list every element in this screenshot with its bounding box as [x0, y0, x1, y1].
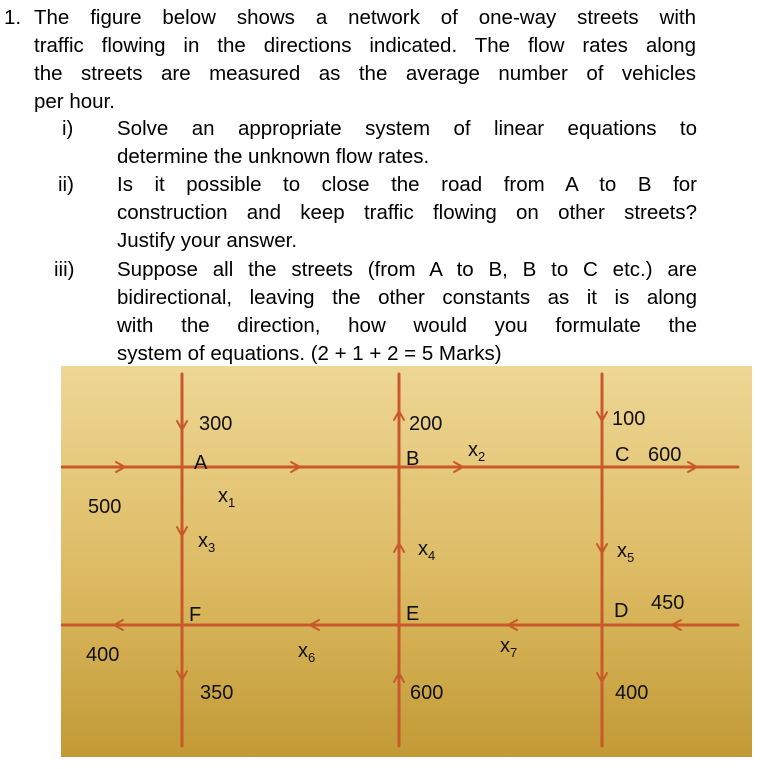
- part-numeral-i: i): [62, 117, 74, 140]
- unknown-x1: $x_1$: [218, 485, 236, 510]
- part-iii-line: system of equations. (2 + 1 + 2 = 5 Marks): [117, 342, 502, 365]
- part-ii-line: Justify your answer.: [117, 229, 298, 252]
- flow-top-B: 200: [409, 413, 443, 435]
- unknown-x4: $x_4$: [418, 538, 436, 563]
- part-ii-line: construction and keep traffic flowing on other streets?: [117, 201, 697, 224]
- flow-top-C: 100: [612, 408, 646, 430]
- part-numeral-ii: ii): [58, 173, 74, 196]
- flow-bottom-D: 400: [615, 682, 649, 704]
- part-ii-line: Is it possible to close the road from A to B for: [117, 173, 697, 196]
- intro-line: per hour.: [34, 90, 115, 113]
- node-E: E: [406, 603, 420, 625]
- node-C: C: [615, 444, 630, 466]
- part-i-line: determine the unknown flow rates.: [117, 145, 430, 168]
- intro-line: traffic flowing in the directions indicated. The flow rates along: [34, 34, 696, 57]
- part-iii-line: with the direction, how would you formulate the: [117, 314, 697, 337]
- intro-line: The figure below shows a network of one-way streets with: [34, 6, 696, 29]
- flow-bottom-E: 600: [410, 682, 444, 704]
- flow-left-bottom: 400: [86, 644, 120, 666]
- street-network-figure: [61, 366, 752, 757]
- unknown-x3: $x_3$: [198, 530, 216, 555]
- unknown-x5: $x_5$: [617, 540, 635, 565]
- part-iii-line: Suppose all the streets (from A to B, B to C etc.) are: [117, 258, 697, 281]
- part-numeral-iii: iii): [54, 258, 75, 281]
- unknown-x7: $x_7$: [500, 635, 518, 660]
- part-iii-line: bidirectional, leaving the other constants as it is along: [117, 286, 697, 309]
- unknown-x2: $x_2$: [468, 439, 486, 464]
- flow-left-top: 500: [88, 496, 122, 518]
- flow-top-A: 300: [199, 413, 233, 435]
- flow-right-D: 450: [651, 592, 685, 614]
- node-F: F: [189, 604, 202, 626]
- node-D: D: [614, 600, 629, 622]
- flow-bottom-F: 350: [200, 682, 234, 704]
- part-i-line: Solve an appropriate system of linear equations to: [117, 117, 697, 140]
- node-A: A: [194, 452, 208, 474]
- node-B: B: [406, 448, 420, 470]
- question-number: 1.: [4, 6, 22, 29]
- intro-line: the streets are measured as the average number of vehicles: [34, 62, 696, 85]
- flow-right-C: 600: [648, 444, 682, 466]
- unknown-x6: $x_6$: [298, 640, 316, 665]
